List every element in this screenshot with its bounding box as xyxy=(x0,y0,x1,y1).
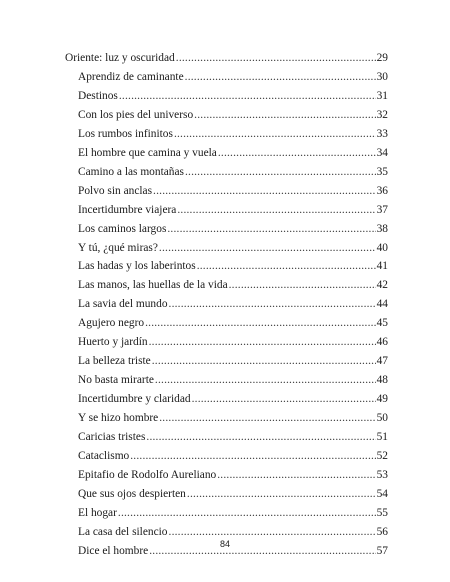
dot-leader xyxy=(177,203,375,217)
dot-leader xyxy=(185,165,376,179)
toc-entry-page: 31 xyxy=(376,89,388,102)
toc-entry-page: 47 xyxy=(376,355,388,368)
toc-entry-page: 33 xyxy=(376,127,388,140)
toc-entry-title: Caricias tristes xyxy=(78,431,146,443)
toc-entry xyxy=(78,316,388,330)
toc-entry-title: Incertidumbre viajera xyxy=(78,203,177,216)
dot-leader xyxy=(155,373,376,387)
dot-leader xyxy=(152,354,376,368)
dot-leader xyxy=(187,487,376,501)
dot-leader xyxy=(159,411,375,425)
dot-leader xyxy=(146,430,375,444)
toc-entry-page: 50 xyxy=(376,412,388,425)
toc-entry-title: Dice el hombre xyxy=(78,544,149,557)
toc-entry-page: 56 xyxy=(376,525,388,538)
toc-entry-title: La casa del silencio xyxy=(78,525,168,538)
toc-entry-title: La belleza triste xyxy=(78,355,151,368)
toc-entry-page: 36 xyxy=(376,184,388,197)
toc-entry-title: Agujero negro xyxy=(78,317,145,330)
dot-leader xyxy=(174,127,376,141)
toc-entry-page: 37 xyxy=(376,203,388,216)
toc-entry-title: Incertidumbre y claridad xyxy=(78,393,191,406)
toc-entry-title: La savia del mundo xyxy=(78,298,168,311)
toc-entry-title: No basta mirarte xyxy=(78,374,154,387)
toc-entry-page: 46 xyxy=(376,336,388,349)
dot-leader xyxy=(218,146,376,160)
dot-leader xyxy=(149,335,376,349)
toc-entry xyxy=(78,297,388,311)
toc-entry xyxy=(78,392,388,406)
toc-entry xyxy=(78,222,388,236)
toc-entry xyxy=(78,241,388,255)
toc-entry-page: 40 xyxy=(376,241,388,254)
dot-leader xyxy=(159,241,376,255)
toc-entry-page: 30 xyxy=(376,70,388,83)
toc-entry-title: Y tú, ¿qué miras? xyxy=(78,241,158,254)
dot-leader xyxy=(169,297,376,311)
toc-entry-title: Polvo sin anclas xyxy=(78,184,153,197)
toc-entry-title: Aprendiz de caminante xyxy=(78,70,184,83)
toc-entry-title: El hogar xyxy=(78,506,117,519)
toc-entry-page: 48 xyxy=(376,374,388,387)
toc-entry xyxy=(78,108,388,122)
toc-entry xyxy=(78,335,388,349)
toc-entry xyxy=(78,430,388,444)
toc-entry-page: 35 xyxy=(376,165,388,178)
dot-leader xyxy=(153,184,376,198)
toc-entry-page: 38 xyxy=(376,222,388,235)
toc-entry xyxy=(78,449,388,463)
dot-leader xyxy=(130,449,375,463)
toc-entry-title: Que sus ojos despierten xyxy=(78,487,186,500)
toc-entry xyxy=(78,373,388,387)
dot-leader xyxy=(167,222,375,236)
toc-entry xyxy=(78,278,388,292)
toc-entry-title: Los caminos largos xyxy=(78,222,167,235)
toc-entry-page: 34 xyxy=(376,146,388,159)
toc-entry-title: El hombre que camina y vuela xyxy=(78,146,217,159)
dot-leader xyxy=(176,51,376,65)
toc-entry xyxy=(78,487,388,501)
toc-entry-page: 42 xyxy=(376,279,388,292)
toc-entry xyxy=(65,51,388,65)
page-number: 84 xyxy=(219,539,230,549)
toc-entry-page: 55 xyxy=(376,506,388,519)
toc-entry xyxy=(78,525,388,539)
toc-entry-page: 45 xyxy=(376,317,388,330)
dot-leader xyxy=(119,89,376,103)
dot-leader xyxy=(194,108,375,122)
dot-leader xyxy=(169,525,376,539)
toc-entry xyxy=(78,184,388,198)
toc-entry-page: 51 xyxy=(376,431,388,443)
toc-entry-title: Huerto y jardín xyxy=(78,336,148,349)
toc-entry-page: 32 xyxy=(376,108,388,121)
toc-entry xyxy=(78,165,388,179)
toc-entry-title: Las manos, las huellas de la vida xyxy=(78,279,228,292)
toc-entry-title: Los rumbos infinitos xyxy=(78,127,173,140)
toc-entry-title: Oriente: luz y oscuridad xyxy=(65,52,175,64)
toc-entry xyxy=(78,127,388,141)
toc-entry-title: Epitafio de Rodolfo Aureliano xyxy=(78,468,217,481)
dot-leader xyxy=(217,468,375,482)
toc-entry xyxy=(78,70,388,84)
toc-entry-page: 29 xyxy=(376,52,388,64)
toc-entry-page: 53 xyxy=(376,468,388,481)
dot-leader xyxy=(192,392,376,406)
dot-leader xyxy=(185,70,376,84)
toc-entry-page: 44 xyxy=(376,298,388,311)
toc-entry xyxy=(78,259,388,273)
toc-entry xyxy=(78,203,388,217)
dot-leader xyxy=(197,259,376,273)
toc-entry xyxy=(78,89,388,103)
toc-entry xyxy=(78,468,388,482)
toc-entry-page: 49 xyxy=(376,393,388,406)
toc-entry xyxy=(78,411,388,425)
toc-entry-title: Camino a las montañas xyxy=(78,165,184,178)
toc-entry-title: Las hadas y los laberintos xyxy=(78,260,196,273)
toc-entry-page: 41 xyxy=(376,260,388,273)
toc-entry xyxy=(78,146,388,160)
toc-entry-page: 54 xyxy=(376,487,388,500)
toc-entry-title: Cataclismo xyxy=(78,449,130,462)
toc-entry xyxy=(78,506,388,520)
toc-entry-title: Destinos xyxy=(78,89,118,102)
toc-entry-page: 52 xyxy=(376,449,388,462)
toc-entry xyxy=(78,354,388,368)
dot-leader xyxy=(145,316,376,330)
toc-entry-title: Y se hizo hombre xyxy=(78,412,159,425)
toc-entry-title: Con los pies del universo xyxy=(78,108,194,121)
dot-leader xyxy=(229,278,376,292)
toc-entry-page: 57 xyxy=(376,544,388,557)
dot-leader xyxy=(118,506,376,520)
